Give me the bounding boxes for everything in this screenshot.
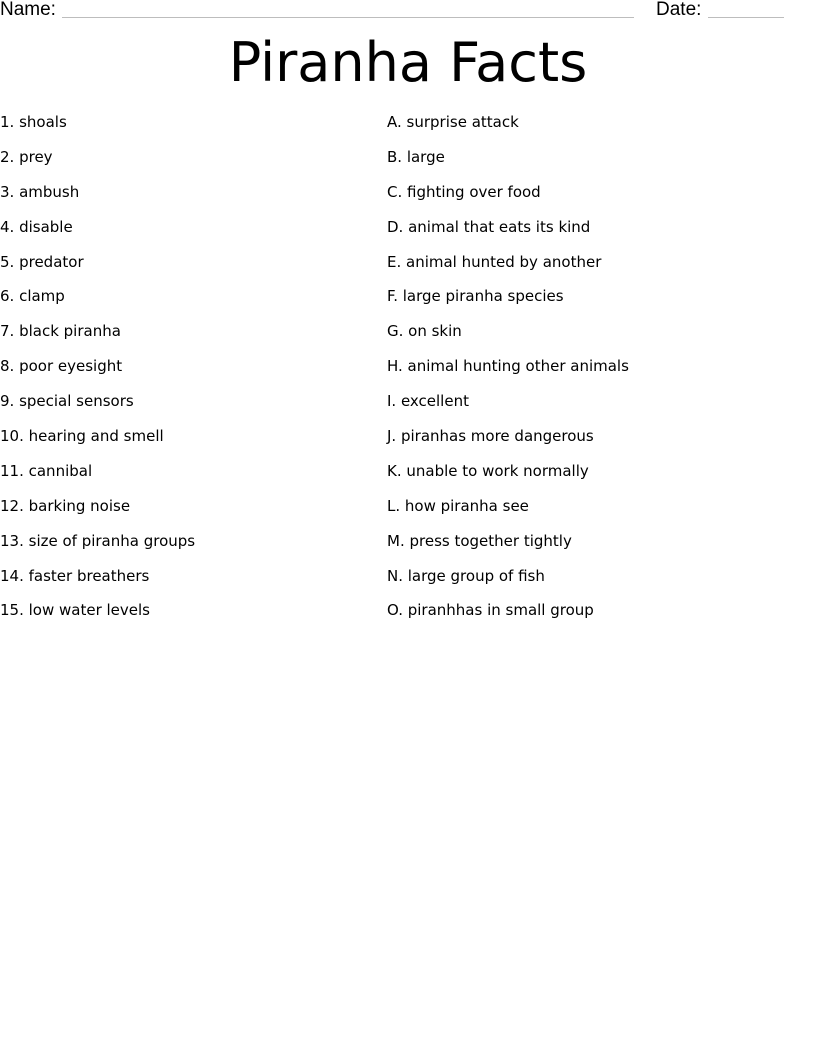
definition-item: E. animal hunted by another [387, 252, 602, 271]
definition-item: F. large piranha species [387, 287, 564, 306]
term-item: 1. shoals [0, 113, 67, 131]
definition-item: O. piranhhas in small group [387, 601, 594, 620]
term-item: 8. poor eyesight [0, 357, 123, 376]
definition-item: B. large [387, 147, 445, 166]
worksheet-header [0, 0, 816, 24]
term-item: 2. prey [0, 147, 53, 166]
term-item: 12. barking noise [0, 496, 131, 515]
term-item: 10. hearing and smell [0, 427, 164, 446]
definition-item: K. unable to work normally [387, 461, 589, 480]
page-title: Piranha Facts [228, 31, 588, 94]
term-item: 14. faster breathers [0, 566, 150, 585]
definition-item: H. animal hunting other animals [387, 357, 629, 376]
term-item: 15. low water levels [0, 601, 150, 620]
date-label: Date: [656, 0, 702, 20]
term-item: 13. size of piranha groups [0, 531, 196, 550]
term-item: 9. special sensors [0, 392, 134, 411]
date-blank-line [708, 17, 784, 18]
definition-item: I. excellent [387, 392, 469, 411]
definition-item: A. surprise attack [387, 113, 519, 131]
definition-item: M. press together tightly [387, 531, 572, 550]
term-item: 11. cannibal [0, 461, 93, 480]
term-item: 7. black piranha [0, 322, 121, 341]
name-blank-line [62, 17, 634, 18]
term-item: 3. ambush [0, 182, 80, 201]
definition-item: J. piranhas more dangerous [387, 427, 594, 446]
definition-item: C. fighting over food [387, 182, 541, 201]
name-label: Name: [0, 0, 56, 20]
definition-item: N. large group of fish [387, 566, 545, 585]
definition-item: G. on skin [387, 322, 462, 341]
definitions-list [387, 110, 629, 633]
definition-item: D. animal that eats its kind [387, 217, 591, 236]
term-item: 5. predator [0, 252, 84, 271]
definition-item: L. how piranha see [387, 496, 529, 515]
terms-list [0, 110, 195, 633]
term-item: 6. clamp [0, 287, 65, 306]
term-item: 4. disable [0, 217, 73, 236]
